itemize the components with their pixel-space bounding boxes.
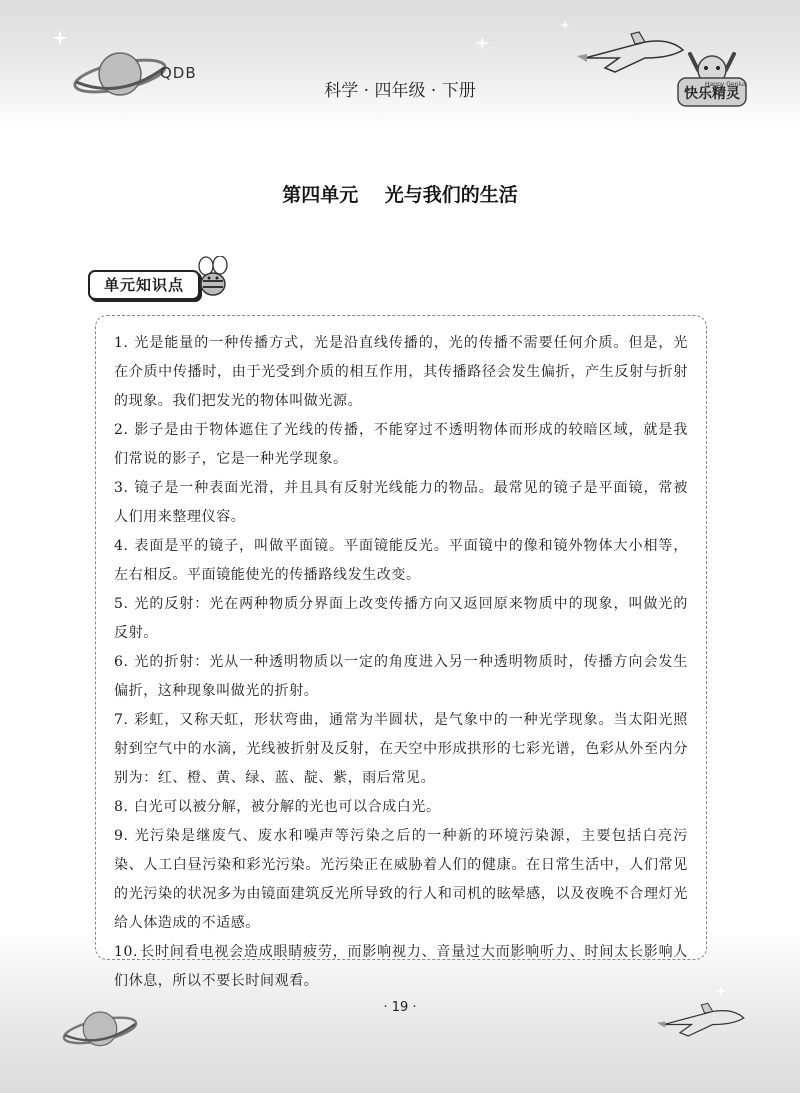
item-text: 镜子是一种表面光滑，并且具有反射光线能力的物品。最常见的镜子是平面镜，常被人们用来整理仪容。	[114, 480, 688, 525]
section-badge	[88, 270, 200, 300]
item-text: 光是能量的一种传播方式，光是沿直线传播的，光的传播不需要任何介质。但是，光在介质中传播时，由于光受到介质的相互作用，其传播路径会发生偏折，产生反射与折射的现象。我们把发光的物体叫做光源。	[114, 335, 688, 409]
knowledge-item	[114, 590, 688, 648]
item-text: 彩虹，又称天虹，形状弯曲，通常为半圆状，是气象中的一种光学现象。当太阳光照射到空气中的水滴，光线被折射及反射，在天空中形成拱形的七彩光谱，色彩从外至内分别为：红、橙、黄、绿、蓝、靛、紫，雨后常见。	[114, 712, 688, 786]
section-badge-label: 单元知识点	[103, 276, 184, 294]
logo-small-text: Happy Genius	[704, 81, 748, 88]
item-number: 7.	[114, 712, 129, 728]
happy-genius-logo	[676, 48, 748, 108]
item-text: 光污染是继废气、废水和噪声等污染之后的一种新的环境污染源，主要包括白亮污染、人工白昼污染和彩光污染。光污染正在威胁着人们的健康。在日常生活中，人们常见的光污染的状况多为由镜面建筑反光所导致的行人和司机的眩晕感，以及夜晚不合理灯光给人体造成的不适感。	[114, 828, 688, 931]
logo-text: 快乐精灵	[684, 86, 740, 102]
brand-logo-text: QDB	[160, 64, 197, 82]
knowledge-item	[114, 532, 688, 590]
planet-icon	[60, 1000, 140, 1056]
knowledge-item	[114, 822, 688, 938]
space-shuttle-icon	[655, 1000, 750, 1045]
knowledge-item	[114, 938, 688, 996]
knowledge-item	[114, 474, 688, 532]
item-number: 4.	[114, 538, 129, 554]
item-number: 6.	[114, 654, 129, 670]
page-number: · 19 ·	[383, 1000, 417, 1015]
sparkle-icon	[52, 30, 68, 46]
unit-title: 第四单元 光与我们的生活	[282, 184, 518, 206]
item-text: 光的反射：光在两种物质分界面上改变传播方向又返回原来物质中的现象，叫做光的反射。	[114, 596, 688, 641]
item-number: 10.	[114, 944, 139, 960]
knowledge-item	[114, 416, 688, 474]
knowledge-item	[114, 706, 688, 793]
item-text: 白光可以被分解，被分解的光也可以合成白光。	[134, 799, 441, 815]
item-text: 光的折射：光从一种透明物质以一定的角度进入另一种透明物质时，传播方向会发生偏折，这种现象叫做光的折射。	[114, 654, 688, 699]
knowledge-item	[114, 793, 688, 822]
bee-icon	[192, 256, 232, 298]
knowledge-item	[114, 329, 688, 416]
item-number: 5.	[114, 596, 129, 612]
item-number: 9.	[114, 828, 129, 844]
sparkle-icon	[715, 985, 727, 997]
knowledge-panel	[95, 315, 707, 989]
space-shuttle-icon	[575, 28, 690, 83]
item-text: 长时间看电视会造成眼睛疲劳，而影响视力、音量过大而影响听力、时间太长影响人们休息，所以不要长时间观看。	[114, 944, 688, 989]
item-number: 2.	[114, 422, 129, 438]
sparkle-icon	[475, 36, 489, 50]
item-text: 影子是由于物体遮住了光线的传播，不能穿过不透明物体而形成的较暗区域，就是我们常说的影子，它是一种光学现象。	[114, 422, 688, 467]
item-text: 表面是平的镜子，叫做平面镜。平面镜能反光。平面镜中的像和镜外物体大小相等，左右相反。平面镜能使光的传播路线发生改变。	[114, 538, 688, 583]
sparkle-icon	[560, 20, 570, 30]
item-number: 8.	[114, 799, 129, 815]
item-number: 1.	[114, 335, 129, 351]
knowledge-item	[114, 648, 688, 706]
item-number: 3.	[114, 480, 129, 496]
book-subject-title: 科学 · 四年级 · 下册	[324, 81, 476, 101]
